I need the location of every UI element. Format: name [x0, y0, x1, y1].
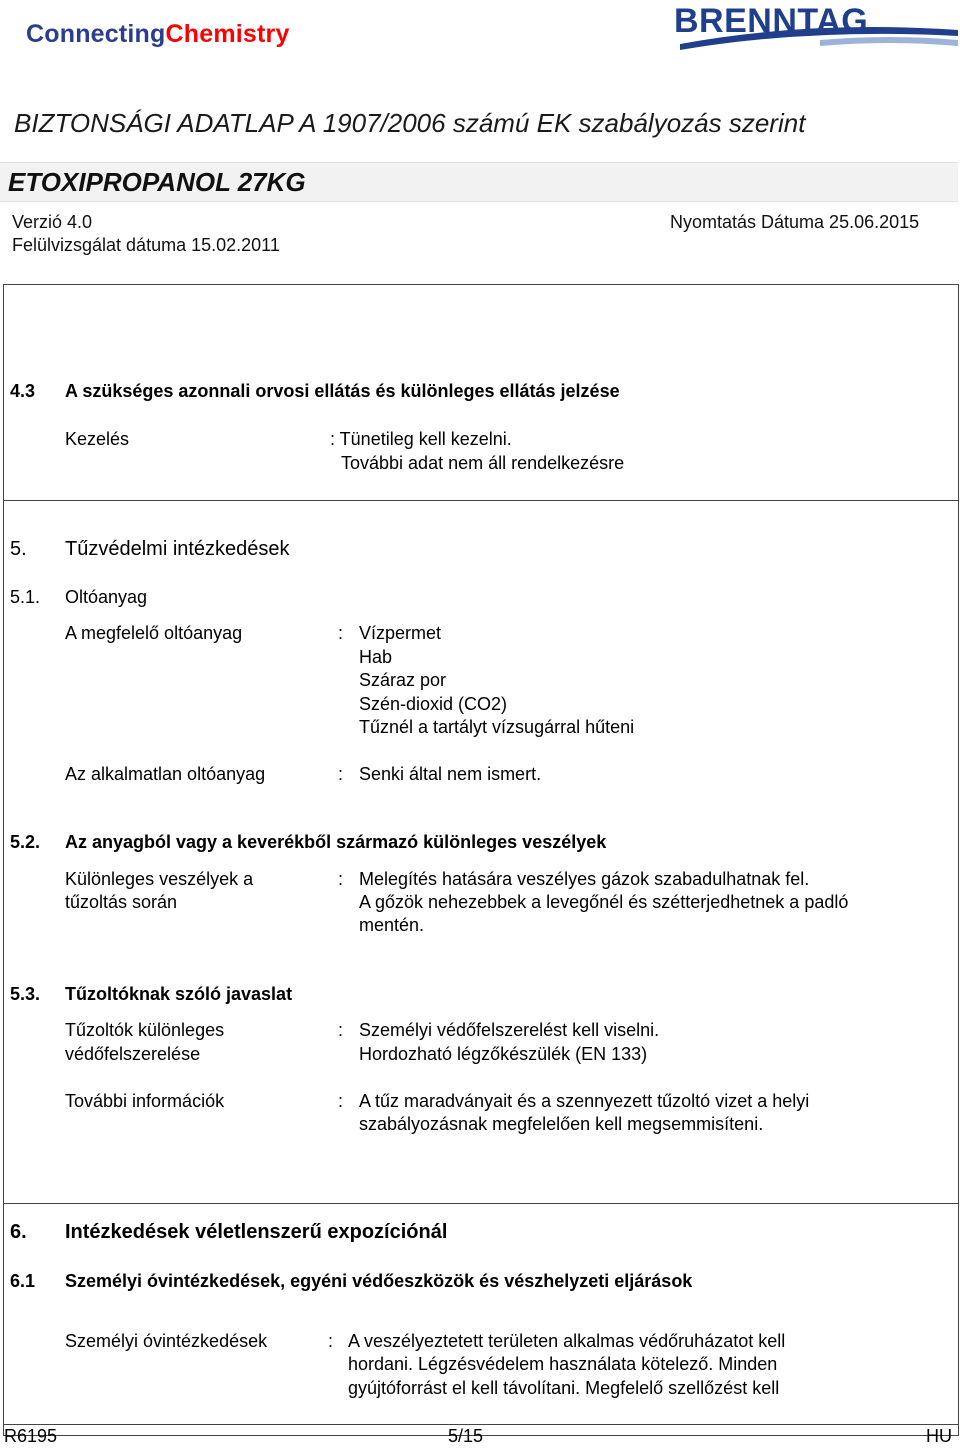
colon: : — [328, 1331, 334, 1351]
further-info-value: szabályozásnak megfelelően kell megsemmisíteni. — [359, 1114, 764, 1134]
unsuitable-media-label: Az alkalmatlan oltóanyag — [65, 764, 266, 784]
protective-equipment-value: Személyi védőfelszerelést kell viselni. — [359, 1020, 660, 1040]
treatment-value-1: : Tünetileg kell kezelni. — [330, 429, 512, 449]
section-6-title: Intézkedések véletlenszerű expozíciónál — [65, 1221, 448, 1243]
special-hazards-value: Melegítés hatására veszélyes gázok szabadulhatnak fel. — [359, 869, 810, 889]
suitable-media-value: Száraz por — [359, 670, 447, 690]
footer-document-code: R6195 — [4, 1426, 58, 1446]
version-text: Verzió 4.0 — [12, 212, 93, 232]
section-5-1-title: Oltóanyag — [65, 587, 148, 607]
further-info-label: További információk — [65, 1091, 225, 1111]
brenntag-logo: BRENNTAG — [670, 0, 960, 62]
treatment-label: Kezelés — [65, 429, 130, 449]
protective-equipment-label: védőfelszerelése — [65, 1044, 201, 1064]
colon: : — [338, 1091, 344, 1111]
further-info-value: A tűz maradványait és a szennyezett tűzoltó vizet a helyi — [359, 1091, 810, 1111]
unsuitable-media-value: Senki által nem ismert. — [359, 764, 542, 784]
section-divider — [3, 1203, 959, 1204]
section-5-3-title: Tűzoltóknak szóló javaslat — [65, 984, 293, 1004]
section-5-2-title: Az anyagból vagy a keverékből származó különleges veszélyek — [65, 832, 607, 852]
suitable-media-value: Tűznél a tartályt vízsugárral hűteni — [359, 717, 635, 737]
suitable-media-value: Hab — [359, 647, 393, 667]
colon: : — [338, 764, 344, 784]
footer-page-number: 5/15 — [448, 1426, 484, 1446]
protective-equipment-label: Tűzoltók különleges — [65, 1020, 225, 1040]
special-hazards-value: A gőzök nehezebbek a levegőnél és szétterjedhetnek a padló — [359, 892, 849, 912]
revision-date-text: Felülvizsgálat dátuma 15.02.2011 — [12, 235, 280, 255]
section-4-3-number: 4.3 — [10, 381, 36, 401]
personal-precautions-label: Személyi óvintézkedések — [65, 1331, 268, 1351]
personal-precautions-value: A veszélyeztetett területen alkalmas védőruházatot kell — [348, 1331, 786, 1351]
print-date-text: Nyomtatás Dátuma 25.06.2015 — [670, 212, 920, 232]
product-name: ETOXIPROPANOL 27KG — [8, 167, 306, 197]
personal-precautions-value: gyújtóforrást el kell távolítani. Megfelelő szellőzést kell — [348, 1378, 780, 1398]
special-hazards-label: Különleges veszélyek a — [65, 869, 254, 889]
section-divider — [3, 500, 959, 501]
document-title: BIZTONSÁGI ADATLAP A 1907/2006 számú EK szabályozás szerint — [14, 108, 806, 138]
section-5-title: Tűzvédelmi intézkedések — [65, 538, 290, 560]
section-5-number: 5. — [10, 538, 27, 560]
colon: : — [338, 623, 344, 643]
personal-precautions-value: hordani. Légzésvédelem használata kötelező. Minden — [348, 1354, 778, 1374]
connecting-chemistry-logo: ConnectingChemistry — [26, 20, 290, 48]
suitable-media-value: Szén-dioxid (CO2) — [359, 694, 508, 714]
suitable-media-label: A megfelelő oltóanyag — [65, 623, 243, 643]
protective-equipment-value: Hordozható légzőkészülék (EN 133) — [359, 1044, 648, 1064]
section-4-3-title: A szükséges azonnali orvosi ellátás és különleges ellátás jelzése — [65, 381, 620, 401]
section-6-1-title: Személyi óvintézkedések, egyéni védőeszközök és vészhelyzeti eljárások — [65, 1271, 693, 1291]
section-6-number: 6. — [10, 1221, 27, 1243]
special-hazards-value: mentén. — [359, 915, 425, 935]
footer-divider — [3, 1424, 959, 1425]
colon: : — [338, 1020, 344, 1040]
section-6-1-number: 6.1 — [10, 1271, 36, 1291]
colon: : — [338, 869, 344, 889]
section-5-1-number: 5.1. — [10, 587, 41, 607]
special-hazards-label: tűzoltás során — [65, 892, 178, 912]
section-5-3-number: 5.3. — [10, 984, 41, 1004]
suitable-media-value: Vízpermet — [359, 623, 442, 643]
footer-language: HU — [926, 1426, 952, 1446]
treatment-value-2: További adat nem áll rendelkezésre — [341, 453, 625, 473]
section-5-2-number: 5.2. — [10, 832, 41, 852]
